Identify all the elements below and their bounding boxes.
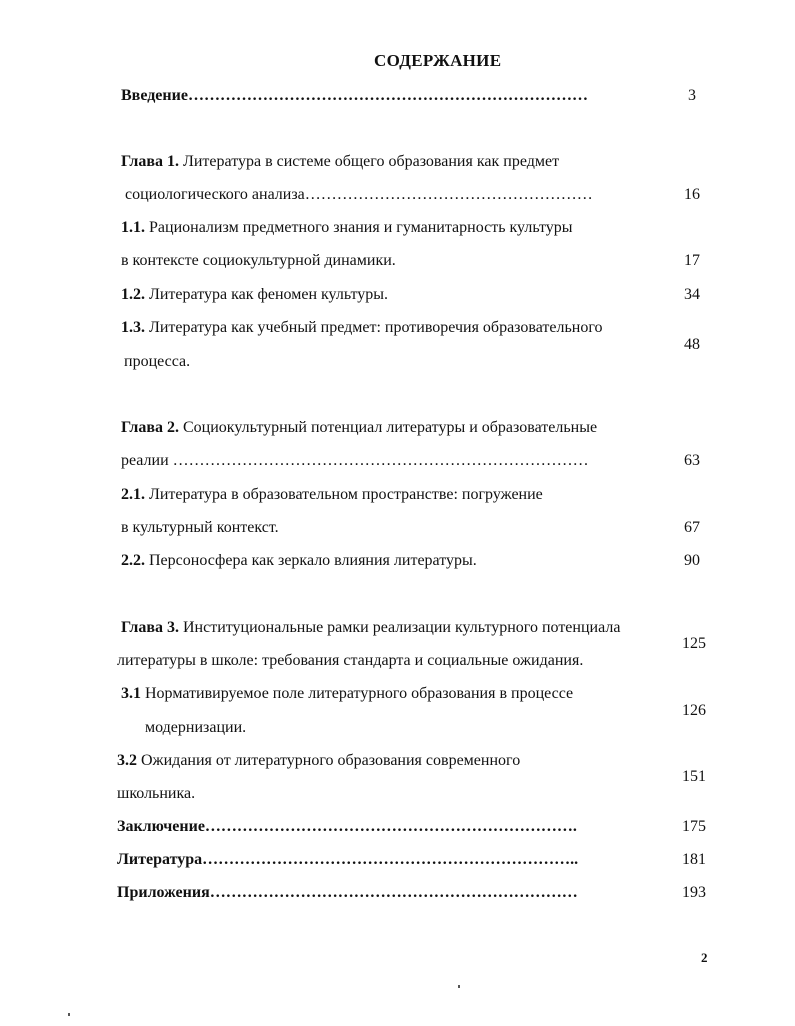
toc-section-1-2 — [121, 285, 388, 305]
appendix-page: 193 — [682, 884, 706, 901]
section-1-2-page: 34 — [684, 286, 700, 303]
section-1-2-line1: Литература как феномен культуры. — [145, 286, 389, 303]
toc-chapter-2 — [121, 418, 597, 438]
literature-label: Литература — [117, 851, 203, 868]
section-2-1-page: 67 — [684, 519, 700, 536]
toc-section-3-1 — [121, 684, 573, 704]
section-1-1-page: 17 — [684, 252, 700, 269]
section-2-1-line1: Литература в образовательном пространстве: погружение — [145, 486, 543, 503]
literature-leader: …………………………………………………………….. — [202, 851, 579, 868]
section-3-2-line2: школьника. — [117, 785, 196, 802]
toc-chapter-3 — [121, 618, 620, 638]
toc-section-2-1 — [121, 485, 543, 505]
chapter-3-line1: Институциональные рамки реализации культурного потенциала — [179, 619, 621, 636]
page-number: 2 — [701, 950, 708, 965]
scan-speck — [458, 985, 460, 988]
chapter-1-prefix: Глава 1. — [121, 153, 179, 170]
section-1-3-prefix: 1.3. — [121, 319, 145, 336]
section-1-3-line2: процесса. — [124, 353, 191, 370]
toc-title: СОДЕРЖАНИЕ — [374, 51, 502, 70]
scan-speck — [68, 1013, 70, 1016]
section-1-3-line1: Литература как учебный предмет: противоречия образовательного — [145, 319, 603, 336]
chapter-2-prefix: Глава 2. — [121, 419, 179, 436]
section-1-2-prefix: 1.2. — [121, 286, 145, 303]
toc-section-1-1 — [121, 218, 573, 238]
toc-entry-intro — [121, 86, 588, 106]
section-1-1-line1: Рационализм предметного знания и гуманитарность культуры — [145, 219, 573, 236]
section-1-1-prefix: 1.1. — [121, 219, 145, 236]
toc-entry-appendix — [117, 883, 578, 903]
section-3-2-line1: Ожидания от литературного образования современного — [137, 752, 521, 769]
section-3-2-page: 151 — [682, 768, 706, 785]
section-3-2-prefix: 3.2 — [117, 752, 137, 769]
intro-page: 3 — [688, 87, 696, 104]
chapter-1-line2: социологического анализа……………………………………………… — [125, 186, 593, 203]
section-2-1-line2: в культурный контекст. — [121, 519, 279, 536]
toc-entry-conclusion — [117, 817, 577, 837]
section-3-1-prefix: 3.1 — [121, 685, 141, 702]
toc-section-1-3 — [121, 318, 603, 338]
section-3-1-line2: модернизации. — [145, 719, 247, 736]
chapter-3-line2: литературы в школе: требования стандарта и социальные ожидания. — [117, 652, 584, 669]
toc-section-3-2 — [117, 751, 520, 771]
chapter-3-prefix: Глава 3. — [121, 619, 179, 636]
toc-entry-literature — [117, 850, 578, 870]
intro-leader: ………………………………………………………………… — [187, 87, 588, 104]
chapter-1-page: 16 — [684, 186, 700, 203]
section-2-1-prefix: 2.1. — [121, 486, 145, 503]
chapter-2-page: 63 — [684, 452, 700, 469]
chapter-1-line1: Литература в системе общего образования как предмет — [179, 153, 560, 170]
chapter-2-line2: реалии …………………………………………………………………… — [121, 452, 589, 469]
section-3-1-line1: Нормативируемое поле литературного образования в процессе — [141, 685, 574, 702]
section-2-2-prefix: 2.2. — [121, 552, 145, 569]
section-1-1-line2: в контексте социокультурной динамики. — [121, 252, 396, 269]
conclusion-label: Заключение — [117, 818, 205, 835]
section-1-3-page: 48 — [684, 336, 700, 353]
conclusion-page: 175 — [682, 818, 706, 835]
toc-chapter-1 — [121, 152, 559, 172]
intro-label: Введение — [121, 87, 188, 104]
conclusion-leader: ……………………………………………………………. — [204, 818, 577, 835]
chapter-3-page: 125 — [682, 635, 706, 652]
chapter-2-line1: Социокультурный потенциал литературы и образовательные — [179, 419, 598, 436]
literature-page: 181 — [682, 851, 706, 868]
section-2-2-page: 90 — [684, 552, 700, 569]
appendix-label: Приложения — [117, 884, 210, 901]
toc-section-2-2 — [121, 551, 477, 571]
section-2-2-line1: Персоносфера как зеркало влияния литературы. — [145, 552, 477, 569]
section-3-1-page: 126 — [682, 702, 706, 719]
appendix-leader: …………………………………………………………… — [209, 884, 578, 901]
